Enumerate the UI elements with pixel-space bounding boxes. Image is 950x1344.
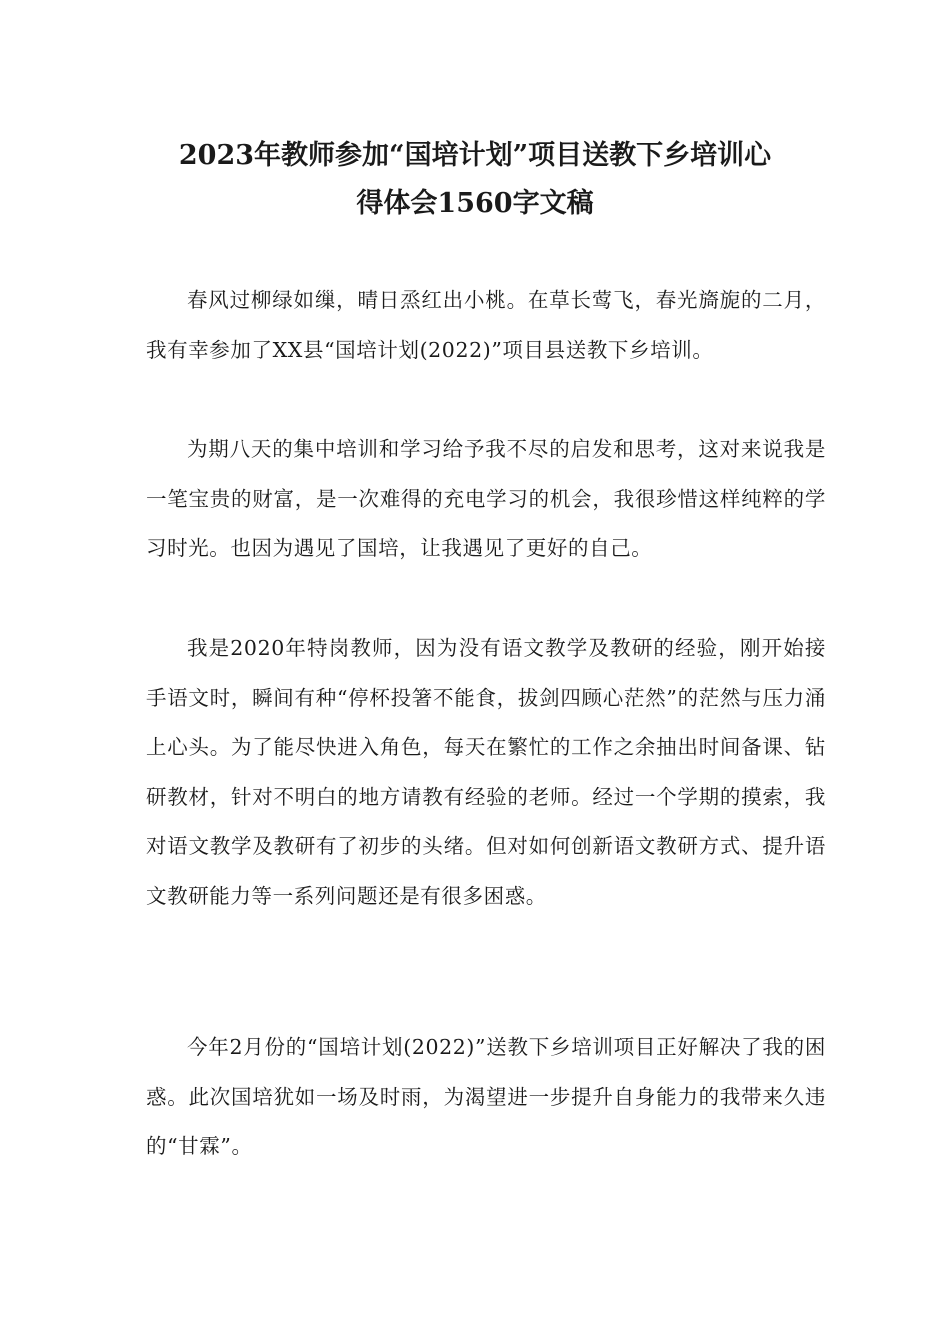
paragraph-4: 今年2月份的“国培计划(2022)”送教下乡培训项目正好解决了我的困惑。此次国培犹如一场及时雨，为渴望进一步提升自身能力的我带来久违的“甘霖”。	[146, 1035, 826, 1158]
paragraph-2: 为期八天的集中培训和学习给予我不尽的启发和思考，这对来说我是一笔宝贵的财富，是一次难得的充电学习的机会，我很珍惜这样纯粹的学习时光。也因为遇见了国培，让我遇见了更好的自己。	[146, 437, 826, 560]
document-title	[0, 132, 950, 228]
paragraph-3: 我是2020年特岗教师，因为没有语文教学及教研的经验，刚开始接手语文时，瞬间有种“停杯投箸不能食，拔剑四顾心茫然”的茫然与压力涌上心头。为了能尽快进入角色，每天在繁忙的工作之余抽出时间备课、钻研教材，针对不明白的地方请教有经验的老师。经过一个学期的摸索，我对语文教学及教研有了初步的头绪。但对如何创新语文教研方式、提升语文教研能力等一系列问题还是有很多困惑。	[146, 636, 826, 908]
paragraph-1: 春风过柳绿如缫，晴日烝红出小桃。在草长莺飞，春光旖旎的二月，我有幸参加了XX县“国培计划(2022)”项目县送教下乡培训。	[146, 288, 826, 362]
document-title-line-1: 2023年教师参加“国培计划”项目送教下乡培训心	[178, 140, 772, 171]
document-title-line-2: 得体会1560字文稿	[356, 188, 594, 219]
